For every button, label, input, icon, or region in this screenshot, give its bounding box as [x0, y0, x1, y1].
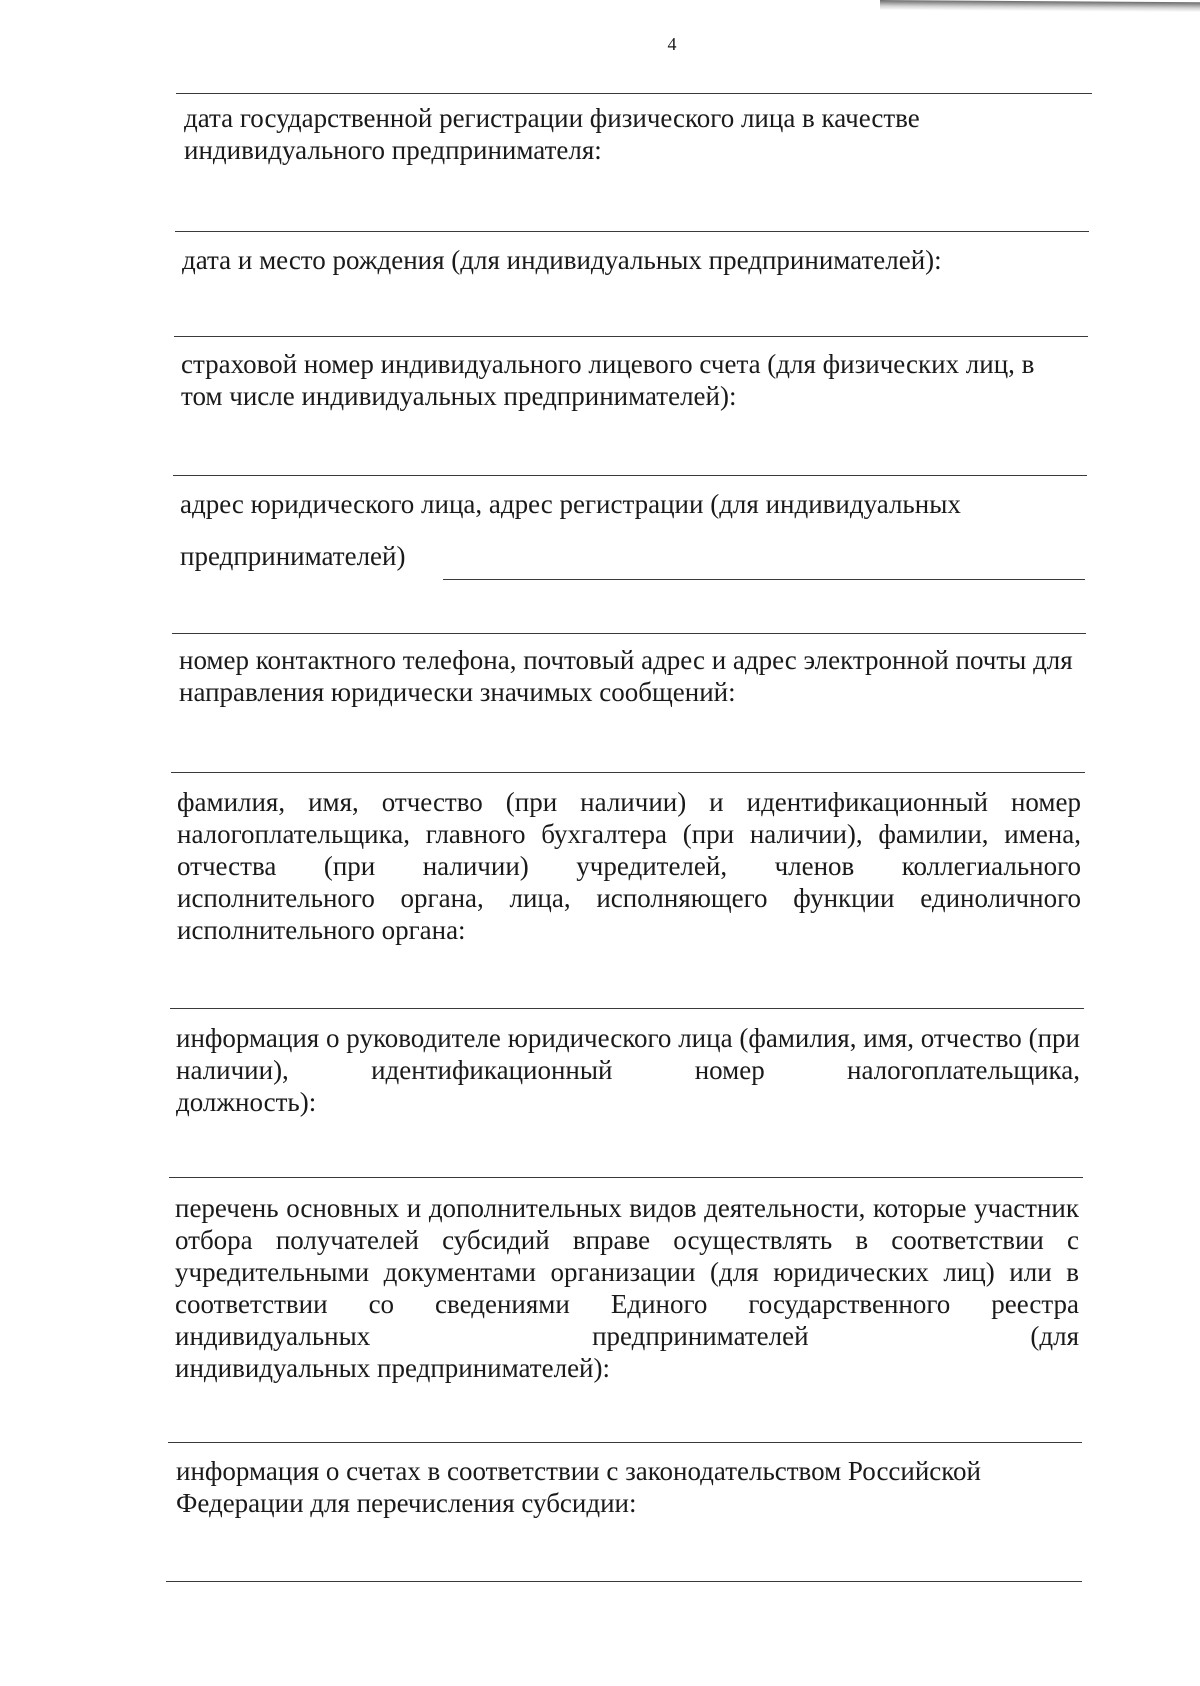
- rule-persons: [170, 1008, 1084, 1009]
- label-bank-accounts: информация о счетах в соответствии с законодательством Российской Федерации для перечисления субсидии:: [176, 1456, 981, 1518]
- label-address-line1: адрес юридического лица, адрес регистрации (для индивидуальных: [180, 489, 961, 519]
- label-persons-text: фамилия, имя, отчество (при наличии) и идентификационный номер налогоплательщика, главного бухгалтера (при наличии), фамилии, имена, отчества (при наличии) учредителей, членов коллегиального исполнительного органа, лица, исполняющего функции единоличного: [177, 787, 1081, 913]
- rule-address: [172, 633, 1086, 634]
- label-activities: [175, 1192, 1079, 1384]
- rule-birth-date-place: [174, 336, 1088, 337]
- rule-bank-accounts: [166, 1581, 1082, 1582]
- label-persons: [177, 786, 1081, 946]
- label-director: [176, 1022, 1080, 1118]
- label-address-line2: предпринимателей): [180, 541, 406, 571]
- label-director-last: должность):: [176, 1087, 317, 1117]
- label-activities-text: перечень основных и дополнительных видов деятельности, которые участник отбора получателей субсидий вправе осуществлять в соответствии с учредительными документами организации (для юридических лиц) или в соответствии со сведениями Единого государственного реестра индивидуальных предпринимателей (для: [175, 1193, 1079, 1351]
- rule-top: [176, 93, 1092, 94]
- label-persons-last: исполнительного органа:: [177, 915, 466, 945]
- rule-snils: [173, 475, 1087, 476]
- label-director-text: информация о руководителе юридического лица (фамилия, имя, отчество (при наличии), идентификационный номер налогоплательщика,: [176, 1023, 1080, 1085]
- rule-registration-date: [175, 231, 1089, 232]
- label-contacts: номер контактного телефона, почтовый адрес и адрес электронной почты для направления юридически значимых сообщений:: [179, 645, 1073, 707]
- rule-director: [169, 1177, 1083, 1178]
- label-activities-last: индивидуальных предпринимателей):: [175, 1353, 610, 1383]
- label-birth-date-place: дата и место рождения (для индивидуальных предпринимателей):: [182, 245, 942, 275]
- page-number: 4: [667, 34, 677, 54]
- label-snils: страховой номер индивидуального лицевого счета (для физических лиц, в том числе индивидуальных предпринимателей):: [181, 349, 1035, 411]
- scan-shadow: [880, 0, 1200, 12]
- rule-address-inline: [443, 579, 1085, 580]
- rule-contacts: [171, 772, 1085, 773]
- rule-activities: [168, 1442, 1082, 1443]
- label-registration-date: дата государственной регистрации физического лица в качестве индивидуального предпринимателя:: [184, 103, 920, 165]
